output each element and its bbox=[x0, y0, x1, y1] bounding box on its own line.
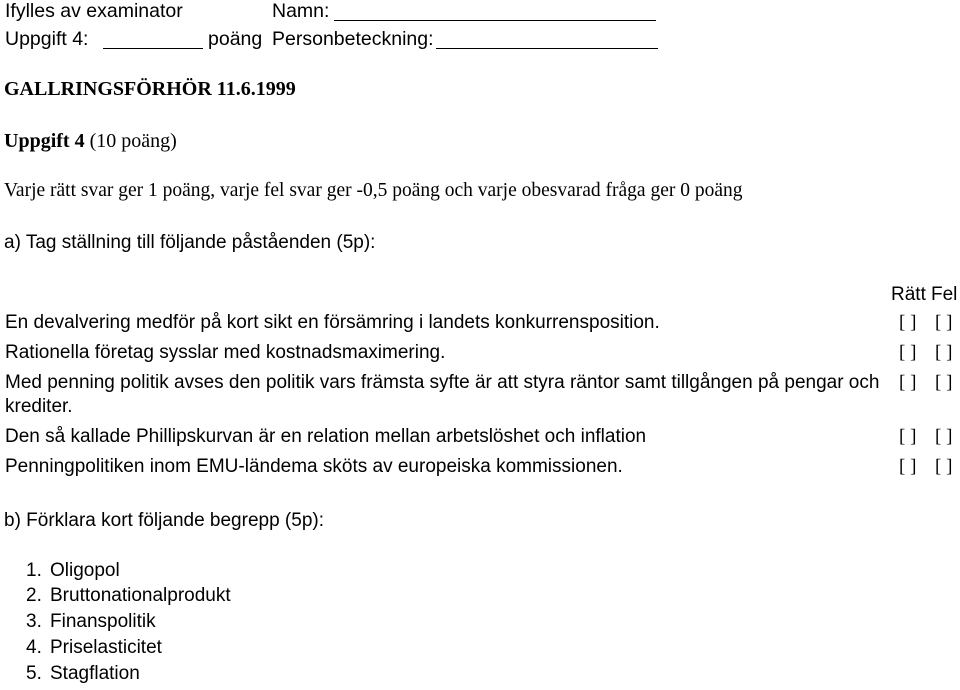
col-header-wrong: Fel bbox=[931, 284, 958, 305]
examiner-label: Ifylles av examinator bbox=[5, 0, 183, 22]
col-header-right: Rätt bbox=[891, 284, 926, 305]
statement-4: Den så kallade Phillipskurvan är en relation mellan arbetslöshet och inflation bbox=[5, 426, 647, 447]
statement-3-continued: krediter. bbox=[5, 396, 73, 417]
task-title-points: (10 poäng) bbox=[89, 130, 177, 152]
list-item-text: Stagflation bbox=[50, 663, 140, 684]
part-a-heading: a) Tag ställning till följande påståenden (5p): bbox=[4, 232, 376, 253]
statement-5: Penningpolitiken inom EMU-ländema sköts av europeiska kommissionen. bbox=[5, 456, 623, 477]
checkbox-4-right[interactable]: [ ] bbox=[899, 426, 917, 447]
list-item bbox=[26, 560, 120, 582]
list-item-text: Priselasticitet bbox=[50, 637, 162, 658]
points-field[interactable] bbox=[103, 48, 203, 49]
scoring-rule: Varje rätt svar ger 1 poäng, varje fel svar ger -0,5 poäng och varje obesvarad fråga ger 0 poäng bbox=[4, 180, 743, 201]
name-field[interactable] bbox=[334, 20, 656, 21]
checkbox-1-wrong[interactable]: [ ] bbox=[935, 312, 953, 333]
task-label: Uppgift 4: bbox=[5, 28, 89, 50]
checkbox-3-wrong[interactable]: [ ] bbox=[935, 372, 953, 393]
part-b-heading: b) Förklara kort följande begrepp (5p): bbox=[4, 510, 324, 531]
task-title-bold: Uppgift 4 bbox=[4, 130, 85, 152]
list-item-number: 4. bbox=[26, 637, 42, 658]
list-item-text: Oligopol bbox=[50, 560, 120, 581]
checkbox-1-right[interactable]: [ ] bbox=[899, 312, 917, 333]
list-item bbox=[26, 611, 156, 633]
list-item-text: Bruttonationalprodukt bbox=[50, 585, 231, 606]
checkbox-2-right[interactable]: [ ] bbox=[899, 342, 917, 363]
list-item bbox=[26, 663, 140, 685]
checkbox-5-wrong[interactable]: [ ] bbox=[935, 456, 953, 477]
statement-2: Rationella företag sysslar med kostnadsmaximering. bbox=[5, 342, 446, 363]
checkbox-5-right[interactable]: [ ] bbox=[899, 456, 917, 477]
ssn-label: Personbeteckning: bbox=[272, 28, 434, 50]
exam-title: GALLRINGSFÖRHÖR 11.6.1999 bbox=[4, 78, 296, 100]
ssn-field[interactable] bbox=[436, 48, 658, 49]
list-item bbox=[26, 585, 231, 607]
list-item-number: 2. bbox=[26, 585, 42, 606]
points-label: poäng bbox=[208, 28, 263, 50]
statement-3: Med penning politik avses den politik vars främsta syfte är att styra räntor samt tillgången på pengar och bbox=[5, 372, 880, 393]
list-item-text: Finanspolitik bbox=[50, 611, 156, 632]
task-title bbox=[4, 130, 177, 153]
checkbox-3-right[interactable]: [ ] bbox=[899, 372, 917, 393]
list-item-number: 1. bbox=[26, 560, 42, 581]
name-label: Namn: bbox=[272, 0, 330, 22]
checkbox-2-wrong[interactable]: [ ] bbox=[935, 342, 953, 363]
statement-1: En devalvering medför på kort sikt en försämring i landets konkurrensposition. bbox=[5, 312, 660, 333]
checkbox-4-wrong[interactable]: [ ] bbox=[935, 426, 953, 447]
list-item-number: 3. bbox=[26, 611, 42, 632]
list-item bbox=[26, 637, 162, 659]
list-item-number: 5. bbox=[26, 663, 42, 684]
